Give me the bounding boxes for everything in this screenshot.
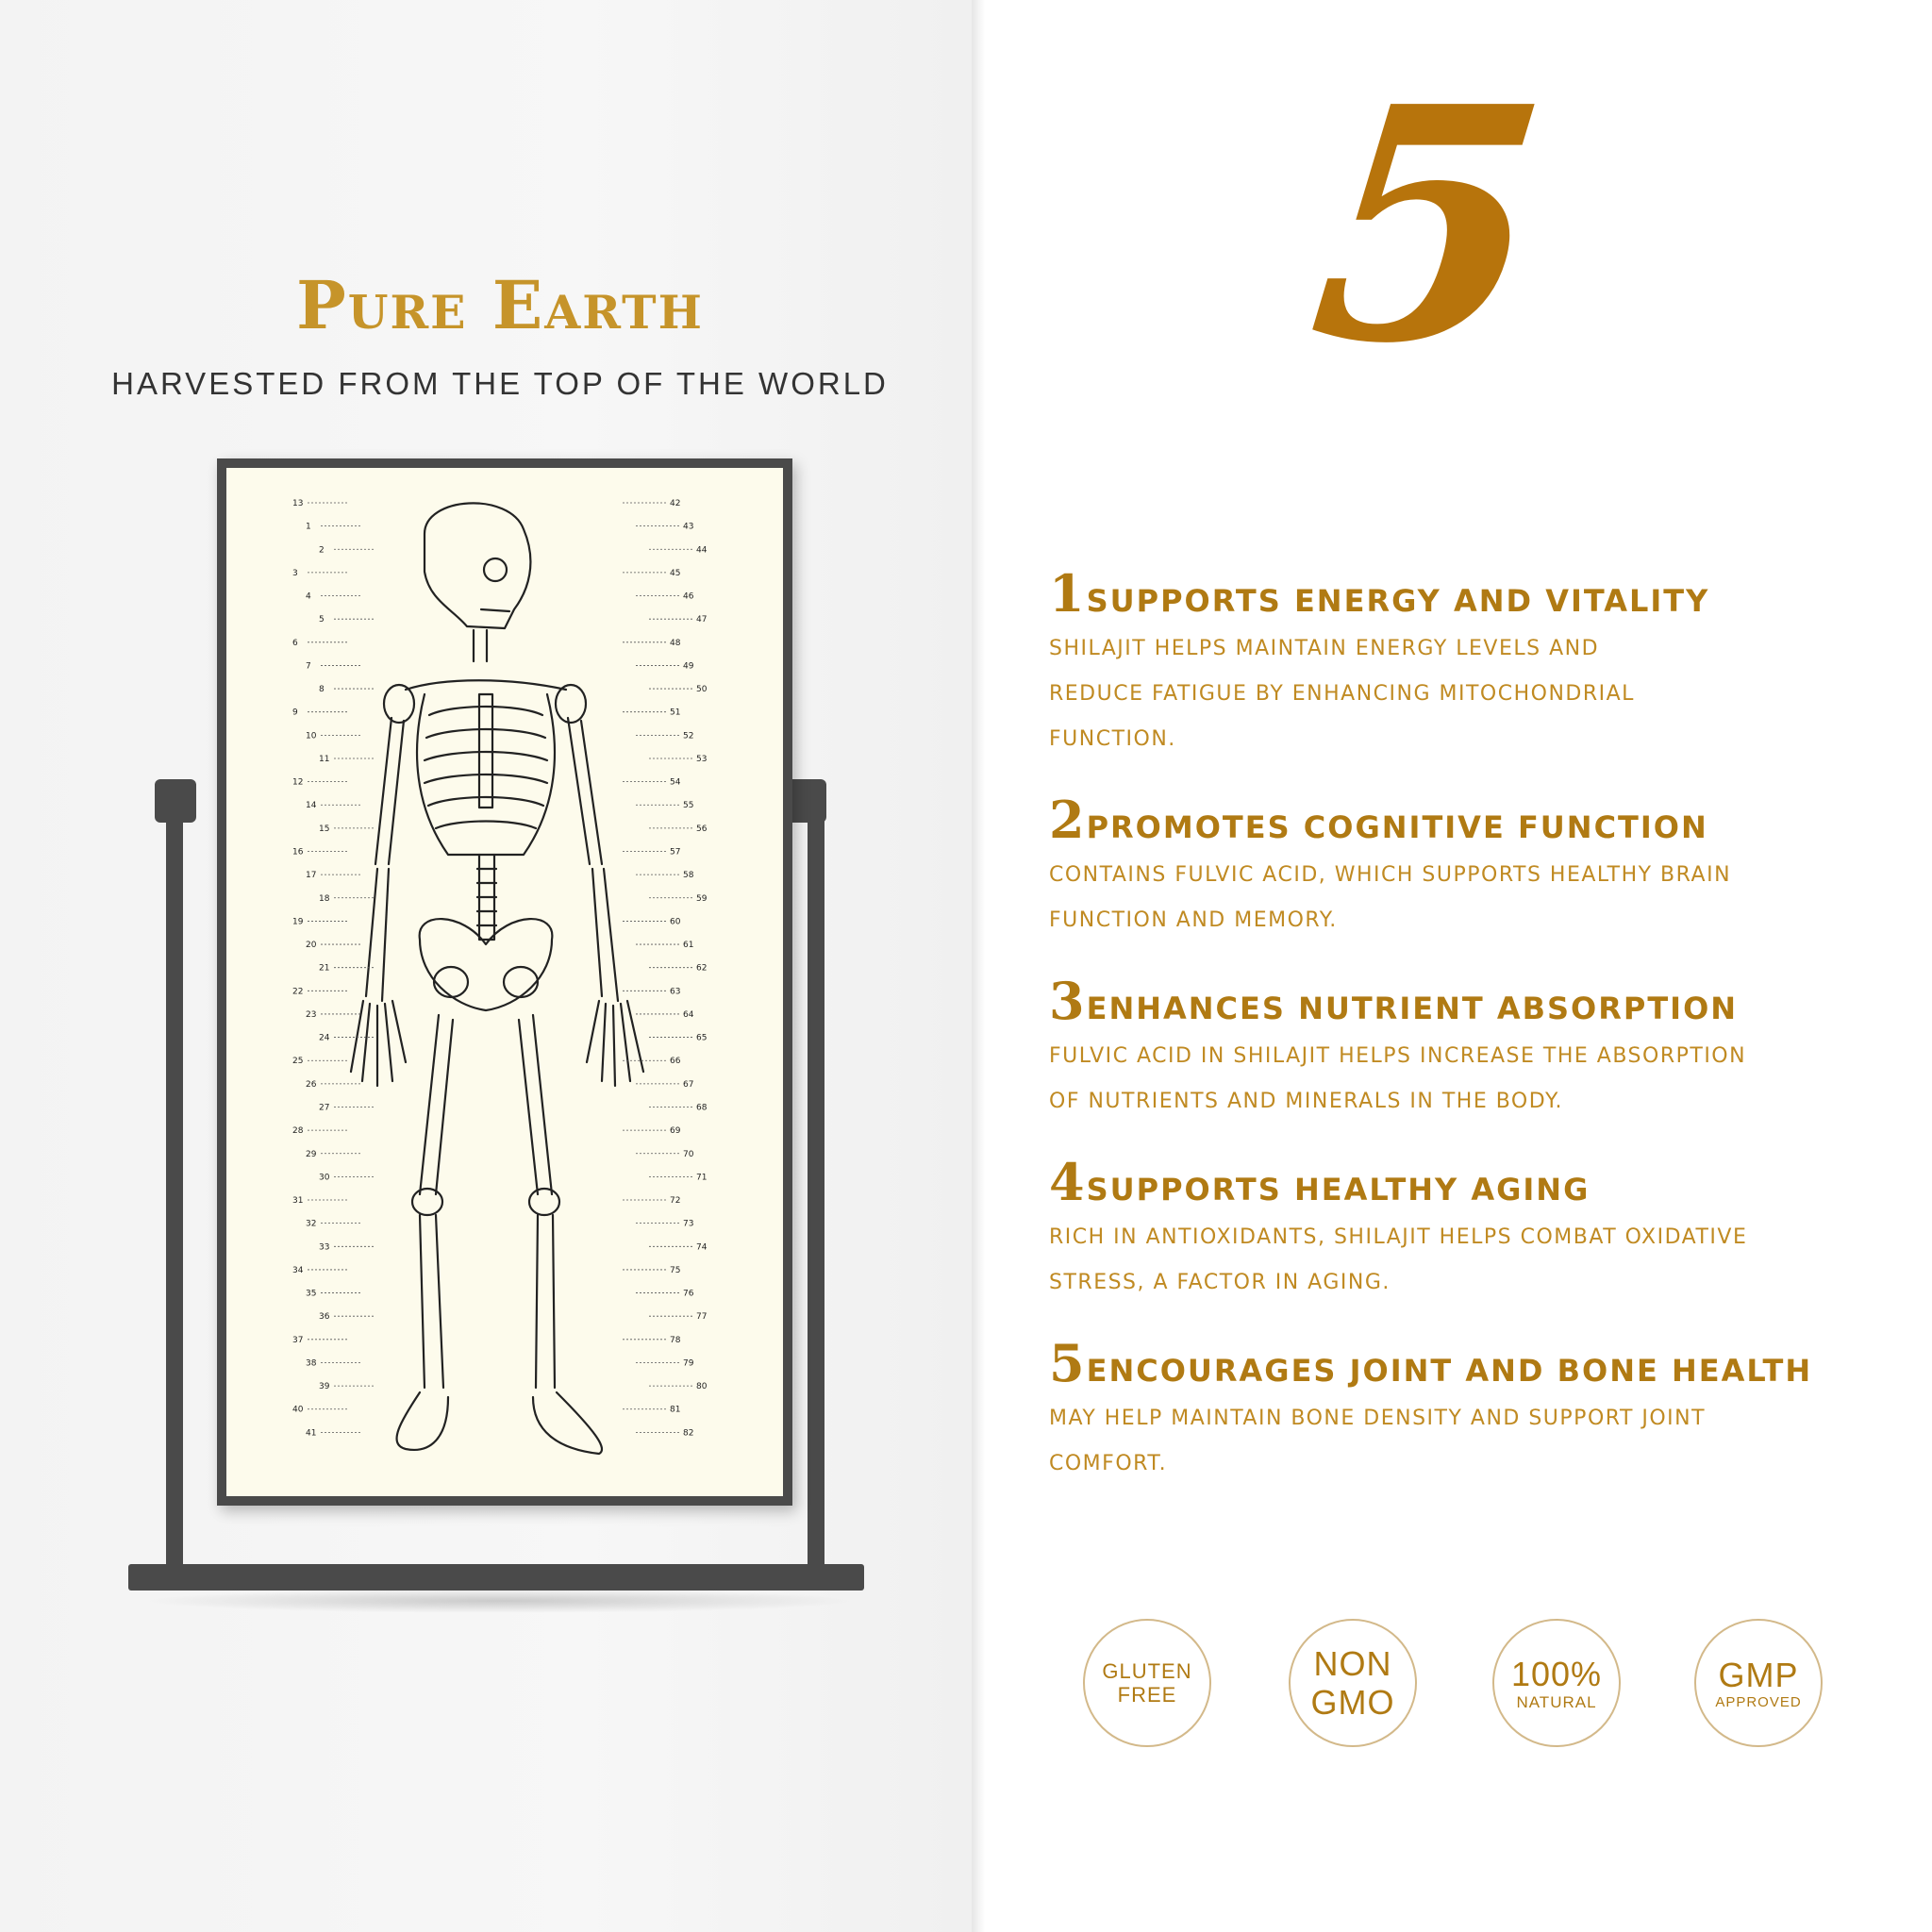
skeleton-label: 46	[683, 591, 694, 602]
skeleton-label: 26	[306, 1079, 317, 1090]
skeleton-label: 21	[319, 963, 330, 974]
skeleton-label: 75	[670, 1265, 681, 1275]
benefit-item-1	[1049, 563, 1860, 762]
skeleton-label: 12	[292, 777, 304, 788]
benefit-item-4	[1049, 1152, 1860, 1306]
skeleton-label: 43	[683, 522, 694, 532]
stand-shadow	[142, 1589, 858, 1613]
badge-line: GMP	[1718, 1655, 1799, 1694]
skeleton-label: 78	[670, 1335, 681, 1345]
gmp-approved-badge	[1694, 1619, 1823, 1747]
skeleton-label: 20	[306, 941, 317, 951]
benefit-title: SUPPORTS ENERGY AND VITALITY	[1086, 583, 1710, 619]
skeleton-label: 49	[683, 661, 694, 672]
badge-line: NON	[1313, 1643, 1392, 1683]
skeleton-label: 45	[670, 568, 681, 578]
skeleton-label: 72	[670, 1196, 681, 1207]
skeleton-label: 82	[683, 1428, 694, 1439]
skeleton-label: 64	[683, 1009, 694, 1020]
non-gmo-badge	[1289, 1619, 1417, 1747]
skeleton-label: 4	[306, 591, 311, 602]
skeleton-label: 24	[319, 1033, 330, 1043]
skeleton-label: 39	[319, 1382, 330, 1392]
skeleton-label: 73	[683, 1219, 694, 1229]
skeleton-label: 74	[696, 1242, 708, 1253]
benefit-number: 3	[1049, 971, 1085, 1031]
benefit-description-line: FUNCTION.	[1049, 727, 1176, 751]
benefit-description	[1049, 1396, 1860, 1487]
skeleton-label: 80	[696, 1382, 708, 1392]
skeleton-label: 3	[292, 568, 298, 578]
benefit-description-line: OF NUTRIENTS AND MINERALS IN THE BODY.	[1049, 1090, 1563, 1113]
stand-post-left	[166, 811, 183, 1571]
skeleton-label: 8	[319, 685, 325, 695]
benefit-description	[1049, 1215, 1860, 1306]
skeleton-label: 69	[670, 1126, 681, 1137]
brand-title: Pure Earth	[296, 266, 704, 344]
benefit-description-line: FULVIC ACID IN SHILAJIT HELPS INCREASE THE ABSORPTION	[1049, 1044, 1747, 1068]
benefit-item-5	[1049, 1333, 1860, 1487]
skeleton-label: 61	[683, 941, 694, 951]
skeleton-label: 23	[306, 1009, 317, 1020]
skeleton-label: 25	[292, 1057, 304, 1067]
skeleton-label: 66	[670, 1057, 681, 1067]
benefit-number: 4	[1049, 1152, 1085, 1212]
skeleton-label: 11	[319, 754, 330, 764]
skeleton-label: 33	[319, 1242, 330, 1253]
badge-line: APPROVED	[1715, 1694, 1802, 1711]
skeleton-label: 47	[696, 615, 708, 625]
skeleton-label: 81	[670, 1405, 681, 1415]
skeleton-label: 9	[292, 708, 298, 718]
stand-post-right	[808, 811, 824, 1571]
skeleton-label: 5	[319, 615, 325, 625]
skeleton-label: 38	[306, 1358, 317, 1369]
brand-subtitle: HARVESTED FROM THE TOP OF THE WORLD	[111, 366, 889, 401]
benefit-number: 2	[1049, 790, 1085, 850]
benefit-description-line: SHILAJIT HELPS MAINTAIN ENERGY LEVELS AND	[1049, 637, 1600, 660]
skeleton-label: 15	[319, 824, 330, 834]
benefit-description-line: REDUCE FATIGUE BY ENHANCING MITOCHONDRIAL	[1049, 682, 1635, 706]
skeleton-poster-frame	[217, 458, 792, 1506]
skeleton-label: 67	[683, 1079, 694, 1090]
skeleton-label: 14	[306, 801, 317, 811]
skeleton-label: 54	[670, 777, 681, 788]
stand-base	[128, 1564, 864, 1591]
skeleton-label: 51	[670, 708, 681, 718]
skeleton-label: 35	[306, 1289, 317, 1299]
skeleton-label: 63	[670, 987, 681, 997]
skeleton-label: 53	[696, 754, 708, 764]
badge-line: GLUTEN	[1102, 1658, 1192, 1683]
benefit-item-3	[1049, 971, 1860, 1124]
skeleton-label: 37	[292, 1335, 304, 1345]
skeleton-label: 62	[696, 963, 708, 974]
skeleton-label: 29	[306, 1149, 317, 1159]
skeleton-label: 59	[696, 893, 708, 904]
benefit-description	[1049, 853, 1860, 943]
benefit-description-line: COMFORT.	[1049, 1452, 1168, 1475]
skeleton-label: 56	[696, 824, 708, 834]
skeleton-label: 44	[696, 545, 708, 556]
skeleton-label: 42	[670, 499, 681, 508]
skeleton-label: 7	[306, 661, 311, 672]
skeleton-label: 34	[292, 1265, 304, 1275]
benefit-title: PROMOTES COGNITIVE FUNCTION	[1086, 809, 1708, 845]
benefit-number: 5	[1049, 1333, 1085, 1393]
benefit-count-numeral: 5	[1297, 38, 1561, 414]
benefit-description-line: STRESS, A FACTOR IN AGING.	[1049, 1271, 1391, 1294]
benefit-description-line: MAY HELP MAINTAIN BONE DENSITY AND SUPPORT JOINT	[1049, 1407, 1707, 1430]
skeleton-label: 77	[696, 1312, 708, 1323]
badge-line: GMO	[1310, 1683, 1395, 1722]
skeleton-label: 76	[683, 1289, 694, 1299]
gluten-free-badge	[1083, 1619, 1211, 1747]
skeleton-label: 70	[683, 1149, 694, 1159]
skeleton-label: 50	[696, 685, 708, 695]
skeleton-label: 55	[683, 801, 694, 811]
benefit-description	[1049, 1034, 1860, 1124]
skeleton-label: 58	[683, 871, 694, 881]
skeleton-label: 48	[670, 638, 681, 648]
skeleton-label: 2	[319, 545, 325, 556]
skeleton-label: 79	[683, 1358, 694, 1369]
skeleton-label: 28	[292, 1126, 304, 1137]
skeleton-label: 65	[696, 1033, 708, 1043]
skeleton-label: 1	[306, 522, 311, 532]
skeleton-label: 13	[292, 499, 304, 508]
stand-pivot-left	[155, 779, 196, 823]
badge-line: FREE	[1117, 1683, 1177, 1707]
skeleton-label: 68	[696, 1103, 708, 1113]
badge-line: NATURAL	[1516, 1692, 1597, 1711]
skeleton-label: 36	[319, 1312, 330, 1323]
skeleton-label: 40	[292, 1405, 304, 1415]
benefit-description	[1049, 626, 1860, 762]
skeleton-label: 41	[306, 1428, 317, 1439]
badge-line: 100%	[1510, 1654, 1603, 1693]
benefit-title: ENHANCES NUTRIENT ABSORPTION	[1086, 991, 1739, 1026]
skeleton-label: 19	[292, 917, 304, 927]
benefit-number: 1	[1049, 563, 1085, 624]
benefit-description-line: FUNCTION AND MEMORY.	[1049, 908, 1338, 932]
skeleton-label: 31	[292, 1196, 304, 1207]
skeleton-label: 10	[306, 731, 317, 741]
benefit-title: ENCOURAGES JOINT AND BONE HEALTH	[1086, 1353, 1813, 1389]
skeleton-illustration	[226, 468, 783, 1496]
skeleton-label: 71	[696, 1173, 708, 1183]
skeleton-label: 52	[683, 731, 694, 741]
benefit-title: SUPPORTS HEALTHY AGING	[1086, 1172, 1591, 1208]
skeleton-label: 30	[319, 1173, 330, 1183]
skeleton-label: 60	[670, 917, 681, 927]
skeleton-label: 57	[670, 847, 681, 858]
skeleton-label: 6	[292, 638, 298, 648]
skeleton-label: 32	[306, 1219, 317, 1229]
benefit-description-line: RICH IN ANTIOXIDANTS, SHILAJIT HELPS COMBAT OXIDATIVE	[1049, 1225, 1748, 1249]
benefit-description-line: CONTAINS FULVIC ACID, WHICH SUPPORTS HEALTHY BRAIN	[1049, 863, 1732, 887]
skeleton-label: 22	[292, 987, 304, 997]
skeleton-label: 27	[319, 1103, 330, 1113]
skeleton-label: 17	[306, 871, 317, 881]
natural-badge	[1492, 1619, 1621, 1747]
skeleton-label: 18	[319, 893, 330, 904]
benefit-item-2	[1049, 790, 1860, 943]
skeleton-label: 16	[292, 847, 304, 858]
